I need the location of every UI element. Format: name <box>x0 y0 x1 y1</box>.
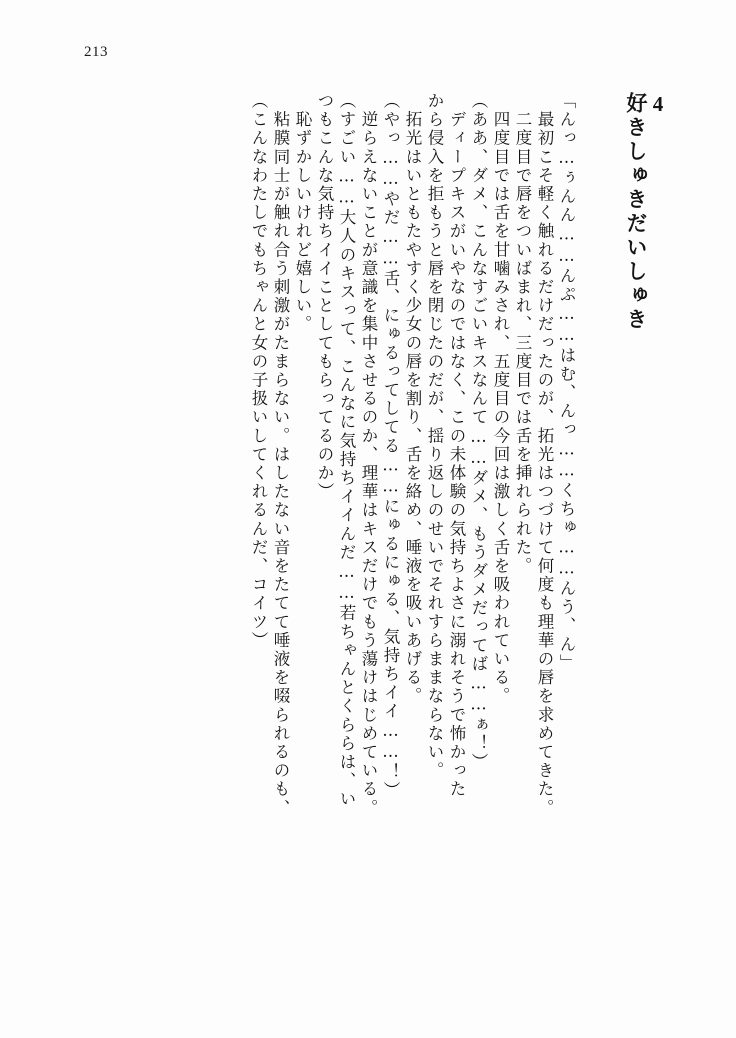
body-column: （こんなわたしでもちゃんと女の子扱いしてくれるんだ、コイツ） <box>249 92 268 650</box>
body-column: 逆らえないことが意識を集中させるのか、理華はキスだけでもう蕩けはじめている。 <box>359 92 378 818</box>
body-column: 恥ずかしいけれど嬉しい。 <box>293 92 312 334</box>
body-column: 四度目では舌を甘噛みされ、五度目の今回は激しく舌を吸われている。 <box>491 92 510 706</box>
body-column: （すごい……大人のキスって、こんなに気持ちイイんだ……若ちゃんとくららは、い <box>337 92 356 809</box>
vertical-text-body <box>74 92 674 972</box>
body-column: から侵入を拒もうと唇を閉じたのだが、揺り返しのせいでそれすらままならない。 <box>425 92 444 781</box>
body-column: 粘膜同士が触れ合う刺激がたまらない。はしたない音をたてて唾液を啜られるのも、 <box>271 92 290 818</box>
body-column: 「んっ…ぅんん……んぷ……はむ、んっ……くちゅ……んう、ん」 <box>557 92 576 673</box>
body-column: 二度目で唇をついばまれ、三度目では舌を挿れられた。 <box>513 92 532 576</box>
chapter-title: 好きしゅきだいしゅき <box>624 92 649 332</box>
heading-gap <box>574 92 600 102</box>
body-column: （やっ……やだ……舌、にゅるってしてる……にゅるにゅる、気持ちイイ……！） <box>381 92 400 801</box>
body-column: （ああ、ダメ、こんなすごいキスなんて……ダメ、もうダメだってば……ぁ！） <box>469 92 488 772</box>
chapter-heading <box>626 92 668 972</box>
body-column: つもこんな気持ちイイことしてもらってるのか） <box>315 92 334 502</box>
body-column: 拓光はいともたやすく少女の唇を割り、舌を絡め、唾液を吸いあげる。 <box>403 92 422 706</box>
body-column: ディープキスがいやなのではなく、この未体験の気持ちよさに溺れそうで怖かった <box>447 92 466 799</box>
page-number: 213 <box>84 44 108 60</box>
chapter-number: 4 <box>646 92 670 119</box>
body-column: 最初こそ軽く触れるだけだったのが、拓光はつづけて何度も理華の唇を求めてきた。 <box>535 92 554 818</box>
